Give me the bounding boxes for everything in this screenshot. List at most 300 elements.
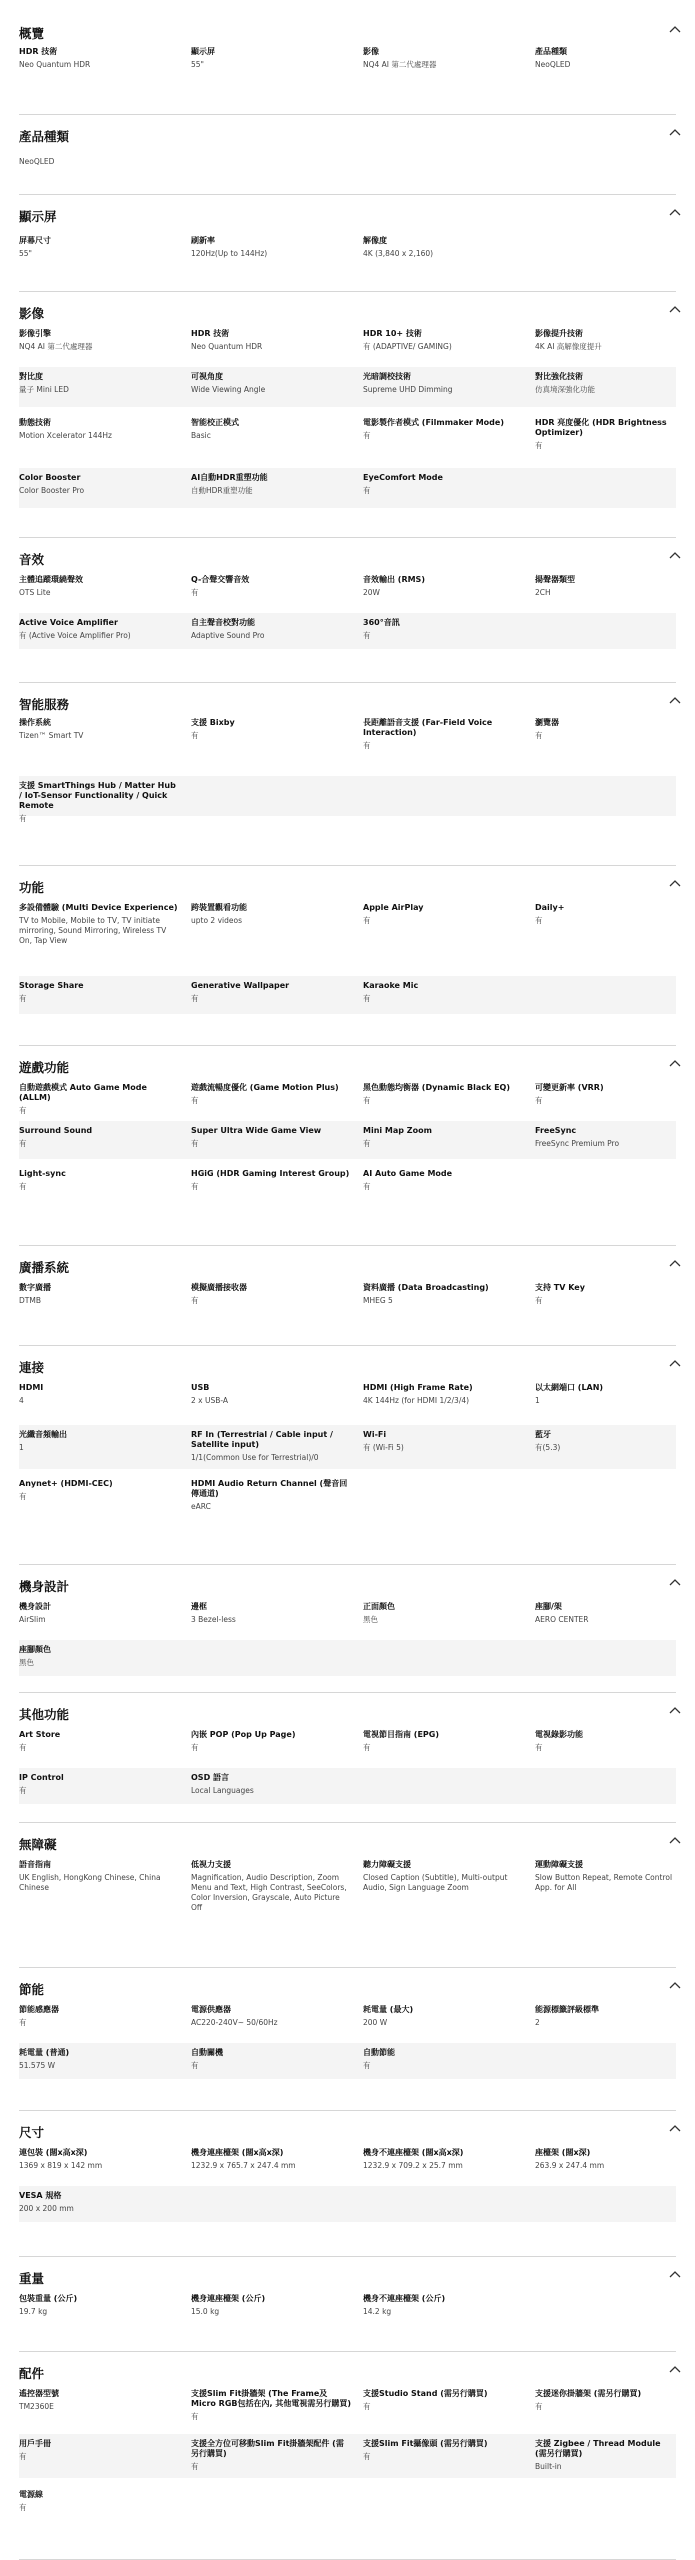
spec-row bbox=[19, 1768, 676, 1804]
spec-label: 產品種類 bbox=[535, 47, 567, 56]
spec-item bbox=[535, 2143, 675, 2171]
spec-label: 低視力支援 bbox=[191, 1860, 231, 1869]
spec-label: Storage Share bbox=[19, 981, 84, 990]
chevron-up-icon[interactable] bbox=[669, 2365, 681, 2375]
spec-row bbox=[19, 1855, 676, 1921]
spec-value: Adaptive Sound Pro bbox=[191, 631, 265, 640]
spec-label: 解像度 bbox=[363, 236, 387, 245]
spec-item bbox=[19, 613, 179, 641]
spec-item bbox=[19, 1121, 179, 1149]
spec-section-5 bbox=[0, 538, 695, 683]
spec-item bbox=[363, 324, 523, 352]
spec-value: 有 bbox=[19, 1106, 27, 1115]
spec-value: Basic bbox=[191, 431, 211, 440]
spec-section-10 bbox=[0, 1346, 695, 1565]
spec-value: 有 bbox=[363, 2452, 371, 2461]
spec-label: 動態技術 bbox=[19, 418, 51, 427]
spec-item bbox=[19, 1725, 179, 1753]
spec-item bbox=[535, 1121, 675, 1149]
spec-value: 有 bbox=[191, 731, 199, 740]
spec-label: 節能感應器 bbox=[19, 2005, 59, 2014]
spec-row bbox=[19, 2143, 676, 2181]
chevron-up-icon[interactable] bbox=[669, 879, 681, 889]
spec-value: 有 bbox=[191, 2412, 199, 2421]
spec-item bbox=[191, 1597, 351, 1625]
spec-value: Color Booster Pro bbox=[19, 486, 85, 495]
spec-section-7 bbox=[0, 866, 695, 1046]
spec-value: 263.9 x 247.4 mm bbox=[535, 2161, 605, 2170]
spec-section-2 bbox=[0, 115, 695, 195]
spec-label: HDR 技術 bbox=[191, 329, 230, 338]
spec-row bbox=[19, 324, 676, 362]
spec-item bbox=[19, 1378, 179, 1406]
spec-item bbox=[191, 2143, 351, 2171]
spec-value: Slow Button Repeat, Remote Control App. for All bbox=[535, 1873, 673, 1892]
spec-item bbox=[363, 1078, 523, 1106]
spec-label: 能源標籤評級標準 bbox=[535, 2005, 599, 2014]
spec-label: Q-合聲交響音效 bbox=[191, 575, 250, 584]
spec-label: 以太網端口 (LAN) bbox=[535, 1383, 604, 1392]
spec-value: 55" bbox=[19, 249, 32, 258]
spec-item bbox=[363, 613, 523, 641]
section-title: 機身設計 bbox=[19, 1579, 70, 1594]
spec-item bbox=[535, 413, 675, 451]
spec-value: 黑色 bbox=[19, 1658, 34, 1667]
spec-label: 電視錄影功能 bbox=[535, 1730, 583, 1739]
spec-item bbox=[535, 2384, 675, 2412]
spec-value: Local Languages bbox=[191, 1786, 254, 1795]
spec-value: 2CH bbox=[535, 588, 551, 597]
spec-value: 有 bbox=[191, 1743, 199, 1752]
spec-item bbox=[191, 570, 351, 598]
spec-item bbox=[363, 367, 523, 395]
spec-value: 有 (Active Voice Amplifier Pro) bbox=[19, 631, 131, 640]
spec-item bbox=[363, 468, 523, 496]
spec-item bbox=[191, 2434, 351, 2472]
spec-value: 有 bbox=[191, 2061, 199, 2070]
spec-label: 支持 TV Key bbox=[535, 1283, 585, 1292]
spec-item bbox=[191, 1474, 351, 1512]
spec-label: 光暗調校技術 bbox=[363, 372, 411, 381]
spec-item bbox=[363, 570, 523, 598]
spec-item bbox=[191, 898, 351, 926]
spec-row bbox=[19, 1725, 676, 1763]
spec-label: 揚聲器類型 bbox=[535, 575, 575, 584]
spec-section-1 bbox=[0, 12, 695, 115]
spec-label: 機身不連座檯架 (闊x高x深) bbox=[363, 2148, 464, 2157]
section-title: 重量 bbox=[19, 2271, 45, 2286]
spec-label: 座腳顏色 bbox=[19, 1645, 51, 1654]
spec-value: 量子 Mini LED bbox=[19, 385, 69, 394]
spec-label: 電源供應器 bbox=[191, 2005, 231, 2014]
chevron-up-icon[interactable] bbox=[669, 2270, 681, 2280]
section-title: 連接 bbox=[19, 1360, 45, 1375]
spec-item bbox=[535, 1597, 675, 1625]
spec-value: 有 (Wi-Fi 5) bbox=[363, 1443, 404, 1452]
spec-item bbox=[191, 2043, 351, 2071]
spec-row bbox=[19, 1425, 676, 1469]
spec-item bbox=[535, 42, 675, 70]
chevron-up-icon[interactable] bbox=[669, 1259, 681, 1269]
spec-value: 有 bbox=[363, 2402, 371, 2411]
spec-value: 14.2 kg bbox=[363, 2307, 392, 2316]
chevron-up-icon[interactable] bbox=[669, 1059, 681, 1069]
spec-item bbox=[19, 231, 179, 259]
spec-value: Tizen™ Smart TV bbox=[19, 731, 84, 740]
spec-row bbox=[19, 2434, 676, 2478]
spec-value: 有 bbox=[363, 1743, 371, 1752]
spec-value: 有 bbox=[191, 588, 199, 597]
spec-row bbox=[19, 1164, 676, 1202]
spec-value: Neo Quantum HDR bbox=[191, 342, 263, 351]
spec-label: 自動關機 bbox=[191, 2048, 223, 2057]
spec-section-12 bbox=[0, 1693, 695, 1823]
spec-label: 刷新率 bbox=[191, 236, 215, 245]
spec-value: 2 bbox=[535, 2018, 540, 2027]
spec-label: 自動遊戲模式 Auto Game Mode (ALLM) bbox=[19, 1083, 147, 1102]
spec-item bbox=[19, 1425, 179, 1453]
spec-value: 有 bbox=[363, 2061, 371, 2070]
spec-value: 有 bbox=[535, 916, 543, 925]
spec-item bbox=[535, 713, 675, 741]
spec-label: 主體追蹤環繞聲效 bbox=[19, 575, 83, 584]
spec-item bbox=[363, 976, 523, 1004]
spec-value: NQ4 AI 第二代處理器 bbox=[19, 342, 93, 351]
section-title: 產品種類 bbox=[19, 129, 70, 144]
spec-item bbox=[363, 2384, 523, 2412]
spec-label: 語音指南 bbox=[19, 1860, 51, 1869]
spec-item bbox=[191, 1121, 351, 1149]
spec-item bbox=[19, 1474, 179, 1502]
spec-value: 有 bbox=[535, 2402, 543, 2411]
spec-item bbox=[191, 1078, 351, 1106]
spec-item bbox=[19, 324, 179, 352]
spec-item bbox=[19, 151, 179, 167]
spec-label: 屏幕尺寸 bbox=[19, 236, 51, 245]
spec-label: EyeComfort Mode bbox=[363, 473, 443, 482]
spec-row bbox=[19, 1278, 676, 1316]
spec-value: 有 bbox=[363, 916, 371, 925]
spec-section-16 bbox=[0, 2257, 695, 2352]
spec-item bbox=[191, 1378, 351, 1406]
spec-item bbox=[19, 2043, 179, 2071]
spec-value: 200 x 200 mm bbox=[19, 2204, 74, 2213]
spec-value: 有 bbox=[363, 994, 371, 1003]
spec-label: HDR 技術 bbox=[19, 47, 58, 56]
spec-value: MHEG 5 bbox=[363, 1296, 393, 1305]
spec-item bbox=[19, 713, 179, 741]
spec-label: HDR 亮度優化 (HDR Brightness Optimizer) bbox=[535, 418, 667, 437]
spec-item bbox=[535, 1378, 675, 1406]
chevron-up-icon[interactable] bbox=[669, 2124, 681, 2134]
spec-label: IP Control bbox=[19, 1773, 64, 1782]
spec-value: 有 bbox=[191, 2462, 199, 2471]
spec-label: 支援 Bixby bbox=[191, 718, 235, 727]
spec-label: 對比強化技術 bbox=[535, 372, 583, 381]
spec-item bbox=[19, 2384, 179, 2412]
section-header[interactable] bbox=[0, 195, 695, 235]
section-title: 尺寸 bbox=[19, 2125, 45, 2140]
spec-value: Wide Viewing Angle bbox=[191, 385, 266, 394]
spec-value: 1/1(Common Use for Terrestrial)/0 bbox=[191, 1453, 319, 1462]
spec-item bbox=[19, 976, 179, 1004]
spec-label: 黑色動態均衡器 (Dynamic Black EQ) bbox=[363, 1083, 511, 1092]
spec-value: 4K 144Hz (for HDMI 1/2/3/4) bbox=[363, 1396, 470, 1405]
spec-value: Built-in bbox=[535, 2462, 562, 2471]
chevron-up-icon[interactable] bbox=[669, 208, 681, 218]
spec-label: 智能校正模式 bbox=[191, 418, 239, 427]
spec-value: DTMB bbox=[19, 1296, 41, 1305]
spec-value: 有 bbox=[19, 2503, 27, 2512]
spec-value: AirSlim bbox=[19, 1615, 46, 1624]
spec-item bbox=[535, 1078, 675, 1106]
spec-value: 有 (ADAPTIVE/ GAMING) bbox=[363, 342, 452, 351]
spec-value: NeoQLED bbox=[19, 157, 55, 166]
chevron-up-icon[interactable] bbox=[669, 551, 681, 561]
spec-label: HGiG (HDR Gaming Interest Group) bbox=[191, 1169, 350, 1178]
spec-label: Active Voice Amplifier bbox=[19, 618, 118, 627]
spec-value: 51.575 W bbox=[19, 2061, 56, 2070]
spec-row bbox=[19, 776, 676, 823]
spec-value: 有 bbox=[191, 1096, 199, 1105]
spec-label: 邊框 bbox=[191, 1602, 207, 1611]
spec-value: 有 bbox=[191, 994, 199, 1003]
section-title: 顯示屏 bbox=[19, 209, 57, 224]
spec-item bbox=[191, 1768, 351, 1796]
spec-value: 有 bbox=[191, 1139, 199, 1148]
spec-label: 操作系統 bbox=[19, 718, 51, 727]
chevron-up-icon[interactable] bbox=[669, 128, 681, 138]
spec-section-8 bbox=[0, 1046, 695, 1246]
spec-row bbox=[19, 570, 676, 608]
spec-section-6 bbox=[0, 683, 695, 866]
section-title: 節能 bbox=[19, 1982, 45, 1997]
spec-label: 光纖音頻輸出 bbox=[19, 1430, 67, 1439]
chevron-up-icon[interactable] bbox=[669, 1359, 681, 1369]
spec-label: 跨裝置觀看功能 bbox=[191, 903, 247, 912]
spec-label: 瀏覽器 bbox=[535, 718, 559, 727]
spec-label: Karaoke Mic bbox=[363, 981, 419, 990]
spec-item bbox=[363, 713, 523, 751]
spec-item bbox=[19, 468, 179, 496]
spec-item bbox=[191, 231, 351, 259]
spec-label: 藍牙 bbox=[535, 1430, 551, 1439]
spec-value: 有 bbox=[363, 631, 371, 640]
spec-label: 包裝重量 (公斤) bbox=[19, 2294, 78, 2303]
spec-label: 支援Studio Stand (需另行購買) bbox=[363, 2389, 488, 2398]
spec-value: 3 Bezel-less bbox=[191, 1615, 236, 1624]
spec-item bbox=[19, 1855, 179, 1893]
spec-label: 遊戲流暢度優化 (Game Motion Plus) bbox=[191, 1083, 339, 1092]
section-title: 其他功能 bbox=[19, 1707, 70, 1722]
spec-label: Light-sync bbox=[19, 1169, 66, 1178]
spec-label: 內嵌 POP (Pop Up Page) bbox=[191, 1730, 296, 1739]
spec-label: 長距離語音支援 (Far-Field Voice Interaction) bbox=[363, 718, 493, 737]
spec-item bbox=[191, 324, 351, 352]
spec-item bbox=[191, 367, 351, 395]
spec-section-4 bbox=[0, 292, 695, 538]
spec-row bbox=[19, 976, 676, 1014]
spec-item bbox=[191, 413, 351, 441]
section-title: 影像 bbox=[19, 306, 45, 321]
spec-value: 1369 x 819 x 142 mm bbox=[19, 2161, 103, 2170]
spec-label: Art Store bbox=[19, 1730, 61, 1739]
spec-row bbox=[19, 468, 676, 508]
spec-label: 座腳/架 bbox=[535, 1602, 562, 1611]
spec-label: 聽力障礙支援 bbox=[363, 1860, 411, 1869]
spec-section-3 bbox=[0, 195, 695, 292]
spec-section-17 bbox=[0, 2352, 695, 2560]
spec-value: 20W bbox=[363, 588, 380, 597]
spec-item bbox=[19, 367, 179, 395]
spec-value: NeoQLED bbox=[535, 60, 571, 69]
spec-value: 55" bbox=[191, 60, 204, 69]
spec-item bbox=[191, 2289, 351, 2317]
spec-label: AI自動HDR重塑功能 bbox=[191, 473, 268, 482]
section-title: 遊戲功能 bbox=[19, 1060, 70, 1075]
spec-row bbox=[19, 231, 676, 261]
spec-row bbox=[19, 898, 676, 966]
spec-value: 有 bbox=[363, 1096, 371, 1105]
spec-label: OSD 語言 bbox=[191, 1773, 229, 1782]
spec-value: eARC bbox=[191, 1502, 211, 1511]
spec-value: 有 bbox=[363, 1182, 371, 1191]
spec-value: Magnification, Audio Description, Zoom Menu and Text, High Contrast, SeeColors, Color Inversion, Grayscale, Auto Picture Off bbox=[191, 1873, 347, 1912]
spec-item bbox=[363, 1855, 523, 1893]
spec-value: 2 x USB-A bbox=[191, 1396, 229, 1405]
spec-row bbox=[19, 1378, 676, 1420]
chevron-up-icon[interactable] bbox=[669, 305, 681, 315]
spec-label: 數字廣播 bbox=[19, 1283, 51, 1292]
spec-value: 有 bbox=[191, 1296, 199, 1305]
spec-label: HDMI bbox=[19, 1383, 44, 1392]
spec-label: 運動障礙支援 bbox=[535, 1860, 583, 1869]
spec-item bbox=[535, 898, 675, 926]
spec-label: Wi-Fi bbox=[363, 1430, 387, 1439]
spec-value: 有 bbox=[535, 1296, 543, 1305]
spec-label: 遙控器型號 bbox=[19, 2389, 59, 2398]
spec-item bbox=[535, 324, 675, 352]
section-title: 無障礙 bbox=[19, 1837, 57, 1852]
spec-item bbox=[363, 1164, 523, 1192]
chevron-up-icon[interactable] bbox=[669, 25, 681, 35]
spec-item bbox=[19, 2434, 179, 2462]
spec-item bbox=[363, 2289, 523, 2317]
spec-row bbox=[19, 2485, 676, 2521]
spec-label: FreeSync bbox=[535, 1126, 577, 1135]
spec-item bbox=[363, 1597, 523, 1625]
spec-item bbox=[19, 2485, 179, 2513]
spec-value: FreeSync Premium Pro bbox=[535, 1139, 620, 1148]
spec-value: 有(5.3) bbox=[535, 1443, 561, 1452]
spec-item bbox=[535, 1425, 675, 1453]
spec-label: 連包裝 (闊x高x深) bbox=[19, 2148, 88, 2157]
spec-section-13 bbox=[0, 1823, 695, 1968]
spec-label: 耗電量 (普通) bbox=[19, 2048, 70, 2057]
spec-value: 黑色 bbox=[363, 1615, 378, 1624]
spec-label: 耗電量 (最大) bbox=[363, 2005, 414, 2014]
spec-item bbox=[535, 2434, 675, 2472]
spec-item bbox=[19, 898, 179, 946]
spec-value: 15.0 kg bbox=[191, 2307, 220, 2316]
spec-label: Generative Wallpaper bbox=[191, 981, 290, 990]
spec-item bbox=[191, 468, 351, 496]
spec-label: 用戶手冊 bbox=[19, 2439, 51, 2448]
chevron-up-icon[interactable] bbox=[669, 1578, 681, 1588]
spec-value: UK English, HongKong Chinese, China Chinese bbox=[19, 1873, 161, 1892]
spec-item bbox=[19, 42, 179, 70]
spec-item bbox=[191, 2384, 351, 2422]
spec-label: 座檯架 (闊x深) bbox=[535, 2148, 591, 2157]
spec-value: 有 bbox=[19, 814, 27, 823]
spec-section-14 bbox=[0, 1968, 695, 2111]
spec-value: Motion Xcelerator 144Hz bbox=[19, 431, 112, 440]
spec-item bbox=[191, 1425, 351, 1463]
spec-label: Anynet+ (HDMI-CEC) bbox=[19, 1479, 113, 1488]
spec-label: 模擬廣播接收器 bbox=[191, 1283, 247, 1292]
spec-value: 19.7 kg bbox=[19, 2307, 48, 2316]
chevron-up-icon[interactable] bbox=[669, 1981, 681, 1991]
spec-value: 120Hz(Up to 144Hz) bbox=[191, 249, 268, 258]
section-title: 配件 bbox=[19, 2366, 45, 2381]
spec-label: 顯示屏 bbox=[191, 47, 215, 56]
spec-label: 機身不連座檯架 (公斤) bbox=[363, 2294, 446, 2303]
spec-row bbox=[19, 2043, 676, 2079]
spec-label: USB bbox=[191, 1383, 210, 1392]
spec-value: AC220-240V~ 50/60Hz bbox=[191, 2018, 278, 2027]
spec-label: 音效輸出 (RMS) bbox=[363, 575, 425, 584]
spec-label: 機身設計 bbox=[19, 1602, 51, 1611]
spec-item bbox=[363, 2434, 523, 2462]
spec-value: AERO CENTER bbox=[535, 1615, 589, 1624]
spec-value: 自動HDR重塑功能 bbox=[191, 486, 253, 495]
spec-value: 有 bbox=[535, 731, 543, 740]
spec-label: 支援全方位可移動Slim Fit掛牆架配件 (需另行購買) bbox=[191, 2439, 344, 2458]
spec-value: 有 bbox=[19, 994, 27, 1003]
spec-item bbox=[363, 1121, 523, 1149]
section-header[interactable] bbox=[0, 115, 695, 155]
spec-item bbox=[19, 1597, 179, 1625]
spec-value: 1232.9 x 765.7 x 247.4 mm bbox=[191, 2161, 296, 2170]
spec-item bbox=[19, 1164, 179, 1192]
spec-item bbox=[535, 1278, 675, 1306]
spec-value: 1 bbox=[535, 1396, 540, 1405]
spec-item bbox=[191, 1855, 351, 1913]
spec-value: 有 bbox=[19, 1743, 27, 1752]
spec-value: 有 bbox=[363, 486, 371, 495]
chevron-up-icon[interactable] bbox=[669, 696, 681, 706]
spec-value: TM2360E bbox=[19, 2402, 54, 2411]
spec-label: 支援Slim Fit掛牆架 (The Frame及Micro RGB包括在內, 其他電視需另行購買) bbox=[191, 2389, 351, 2408]
chevron-up-icon[interactable] bbox=[669, 1706, 681, 1716]
spec-item bbox=[191, 713, 351, 741]
spec-item bbox=[191, 976, 351, 1004]
spec-label: 機身連座檯架 (闊x高x深) bbox=[191, 2148, 284, 2157]
spec-label: 自動節能 bbox=[363, 2048, 395, 2057]
spec-label: HDMI (High Frame Rate) bbox=[363, 1383, 473, 1392]
spec-value: 有 bbox=[19, 2018, 27, 2027]
spec-value: Supreme UHD Dimming bbox=[363, 385, 453, 394]
section-title: 功能 bbox=[19, 880, 45, 895]
chevron-up-icon[interactable] bbox=[669, 1836, 681, 1846]
spec-row bbox=[19, 1640, 676, 1676]
spec-label: Mini Map Zoom bbox=[363, 1126, 432, 1135]
spec-label: 支援 SmartThings Hub / Matter Hub / IoT-Sensor Functionality / Quick Remote bbox=[19, 781, 176, 810]
spec-value: 有 bbox=[19, 1182, 27, 1191]
spec-item bbox=[19, 1078, 179, 1116]
spec-row bbox=[19, 613, 676, 649]
spec-item bbox=[191, 1164, 351, 1192]
